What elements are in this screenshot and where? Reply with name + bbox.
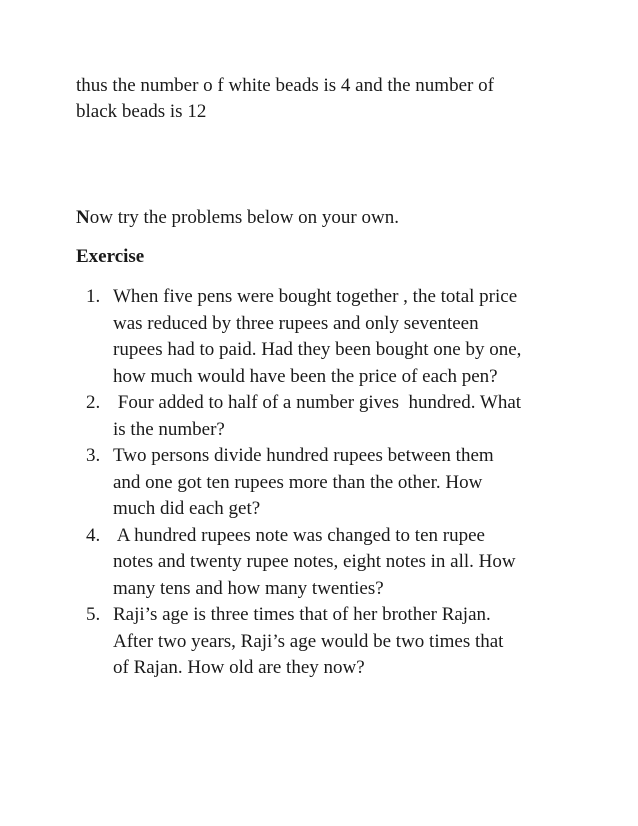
exercise-number: 3. [86, 445, 101, 466]
exercise-item [86, 390, 586, 443]
exercise-line: many tens and how many twenties? [113, 577, 384, 599]
exercise-line: was reduced by three rupees and only seventeen [113, 312, 479, 334]
instruction-text [76, 205, 399, 231]
instruction-initial: N [76, 207, 90, 228]
exercise-item [86, 602, 586, 682]
exercise-item [86, 523, 586, 603]
exercise-list [86, 284, 586, 682]
instruction-rest: ow try the problems below on your own. [89, 207, 399, 228]
intro-paragraph [76, 73, 576, 125]
exercise-line: and one got ten rupees more than the other. How [113, 471, 483, 493]
exercise-line: notes and twenty rupee notes, eight notes in all. How [113, 551, 516, 572]
exercise-number: 4. [86, 524, 101, 546]
exercise-line: how much would have been the price of each pen? [113, 365, 498, 387]
exercise-line: is the number? [113, 418, 225, 440]
exercise-line: After two years, Raji’s age would be two times that [113, 630, 504, 652]
exercise-number: 5. [86, 604, 101, 625]
exercise-item [86, 443, 586, 523]
exercise-line: rupees had to paid. Had they been bought one by one, [113, 339, 522, 360]
exercise-line: Two persons divide hundred rupees between them [113, 445, 494, 466]
exercise-line: A hundred rupees note was changed to ten rupee [113, 524, 485, 546]
exercise-number: 1. [86, 286, 101, 307]
exercise-heading: Exercise [76, 246, 145, 267]
intro-line: thus the number o f white beads is 4 and the number of [76, 75, 494, 96]
exercise-line: Four added to half of a number gives hundred. What [113, 392, 522, 413]
exercise-item [86, 284, 586, 390]
exercise-line: When five pens were bought together , the total price [113, 286, 518, 307]
exercise-number: 2. [86, 392, 101, 413]
exercise-line: much did each get? [113, 498, 261, 519]
exercise-line: of Rajan. How old are they now? [113, 657, 365, 678]
exercise-line: Raji’s age is three times that of her brother Rajan. [113, 604, 491, 625]
intro-line: black beads is 12 [76, 101, 207, 122]
